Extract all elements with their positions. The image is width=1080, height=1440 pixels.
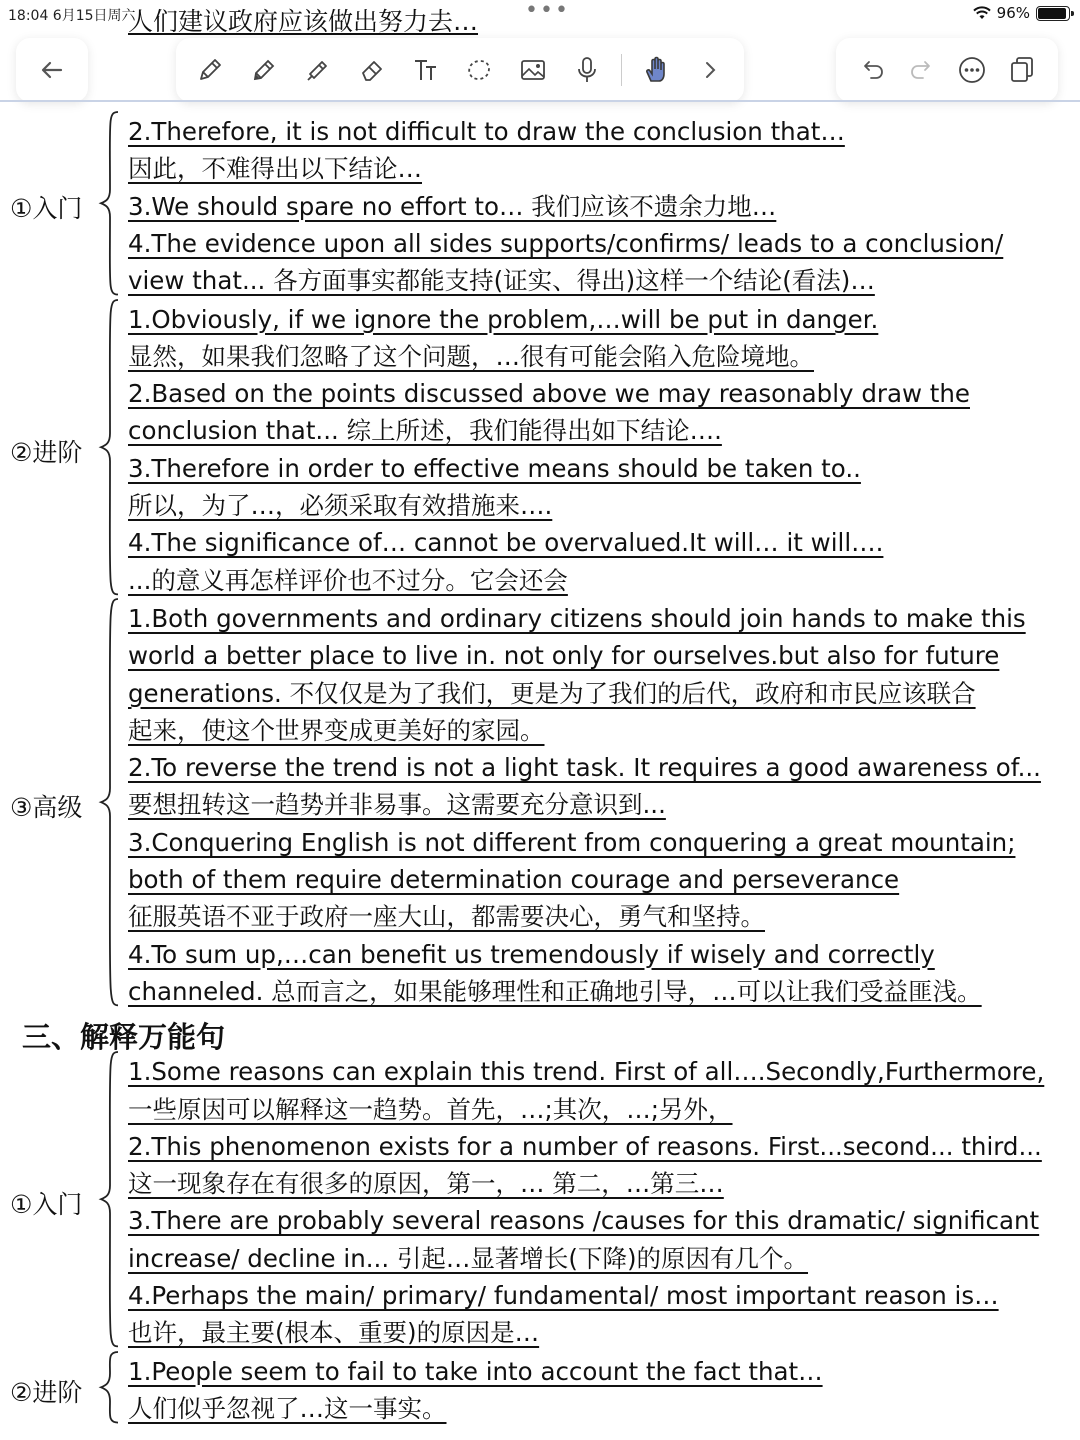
toolbar-divider-line [0, 100, 1080, 102]
note-line: 因此，不难得出以下结论… [128, 154, 422, 184]
pencil-tool-button[interactable] [244, 50, 284, 90]
redo-button[interactable] [902, 50, 942, 90]
note-line: 2.Based on the points discussed above we may reasonably draw the [128, 379, 970, 409]
note-line: 2.To reverse the trend is not a light task. It requires a good awareness of... [128, 753, 1041, 783]
note-line: 征服英语不亚于政府一座大山，都需要决心，勇气和坚持。 [128, 902, 765, 932]
more-dots-icon[interactable]: ••• [525, 0, 570, 23]
wifi-icon [973, 6, 991, 20]
note-line: 4.The evidence upon all sides supports/confirms/ leads to a conclusion/ [128, 228, 1004, 258]
note-line: both of them require determination courage and perseverance [128, 865, 900, 894]
lasso-icon [464, 55, 494, 85]
brace-mark [98, 597, 120, 1011]
note-line: generations. 不仅仅是为了我们，更是为了我们的后代，政府和市民应该联合 [128, 678, 976, 708]
touch-mode-button[interactable] [636, 50, 676, 90]
pages-icon [1007, 55, 1037, 85]
note-line: view that... 各方面事实都能支持(证实、得出)这样一个结论(看法)… [128, 266, 875, 296]
pen-icon [195, 55, 225, 85]
section-label: ②进阶 [10, 437, 83, 467]
note-line: 2.This phenomenon exists for a number of reasons. First...second... third... [128, 1131, 1042, 1161]
highlighter-icon [303, 55, 333, 85]
note-line: 3.We should spare no effort to… 我们应该不遗余力地… [128, 191, 777, 221]
brace-mark [98, 1050, 120, 1352]
note-line: 一些原因可以解释这一趋势。首先，…;其次，…;另外， [128, 1094, 733, 1124]
note-line: 1.Some reasons can explain this trend. First of all….Secondly,Furthermore, [128, 1057, 1045, 1087]
image-icon [518, 55, 548, 85]
image-tool-button[interactable] [513, 50, 553, 90]
brace-mark [98, 1350, 120, 1429]
status-bar [0, 0, 1080, 36]
text-icon [411, 55, 441, 85]
note-line: conclusion that... 综上所述，我们能得出如下结论…. [128, 416, 722, 446]
status-time-date: 18:04 6月15日周六 [8, 8, 136, 24]
note-line: world a better place to live in. not only for ourselves.but also for future [128, 641, 1000, 671]
more-options-button[interactable] [952, 50, 992, 90]
section-label: ③高级 [10, 793, 83, 823]
more-tools-button[interactable] [690, 50, 730, 90]
more-icon [957, 55, 987, 85]
note-line: channeled. 总而言之，如果能够理性和正确地引导，…可以让我们受益匪浅。 [128, 976, 982, 1006]
note-line: 4.Perhaps the main/ primary/ fundamental/ most important reason is… [128, 1281, 999, 1310]
pages-button[interactable] [1002, 50, 1042, 90]
back-button[interactable] [16, 38, 88, 102]
section-label: ①入门 [10, 194, 83, 224]
hand-touch-icon [641, 55, 671, 85]
note-line: 4.The significance of… cannot be overvalued.It will… it will…. [128, 528, 884, 558]
battery-icon [1036, 6, 1070, 21]
note-line: 3.Conquering English is not different from conquering a great mountain; [128, 827, 1016, 857]
text-tool-button[interactable] [406, 50, 446, 90]
voice-record-button[interactable] [567, 50, 607, 90]
note-line: 显然，如果我们忽略了这个问题，…很有可能会陷入危险境地。 [128, 341, 814, 371]
eraser-icon [357, 55, 387, 85]
redo-icon [907, 55, 937, 85]
section-heading: 三、解释万能句 [22, 1020, 226, 1055]
highlighter-tool-button[interactable] [298, 50, 338, 90]
note-line: 要想扭转这一趋势并非易事。这需要充分意识到... [128, 790, 666, 820]
undo-button[interactable] [852, 50, 892, 90]
document-actions-bar [836, 38, 1058, 102]
lasso-tool-button[interactable] [459, 50, 499, 90]
note-line: 3.There are probably several reasons /causes for this dramatic/ significant [128, 1206, 1040, 1236]
drawing-tools-bar [176, 38, 744, 102]
note-line: 人们似乎忽视了…这一事实。 [128, 1393, 447, 1423]
note-line: 4.To sum up,…can benefit us tremendously if wisely and correctly [128, 939, 935, 969]
note-line: 1.Obviously, if we ignore the problem,…will be put in danger. [128, 304, 879, 334]
pencil-icon [249, 55, 279, 85]
note-line: 1.People seem to fail to take into account the fact that… [128, 1356, 823, 1386]
brace-mark [98, 298, 120, 600]
pen-tool-button[interactable] [190, 50, 230, 90]
microphone-icon [572, 55, 602, 85]
note-line: 1.Both governments and ordinary citizens should join hands to make this [128, 603, 1026, 633]
eraser-tool-button[interactable] [352, 50, 392, 90]
note-line: 这一现象存在有很多的原因，第一，… 第二，…第三… [128, 1169, 724, 1199]
note-line: ...的意义再怎样评价也不过分。它会还会 [128, 565, 568, 595]
brace-mark [98, 110, 120, 301]
section-label: ①入门 [10, 1190, 83, 1220]
toolbar-divider [621, 54, 622, 86]
battery-percent: 96% [996, 4, 1030, 22]
note-line: 所以，为了…，必须采取有效措施来…. [128, 491, 553, 520]
note-line: increase/ decline in... 引起…显著增长(下降)的原因有几个。 [128, 1243, 809, 1273]
note-line: 也许，最主要(根本、重要)的原因是… [128, 1318, 540, 1348]
note-line: 2.Therefore, it is not difficult to draw the conclusion that… [128, 117, 845, 146]
scrolled-line-peek: 人们建议政府应该做出努力去… [128, 7, 479, 36]
section-label: ②进阶 [10, 1377, 83, 1407]
note-line: 3.Therefore in order to effective means should be taken to.. [128, 453, 861, 483]
arrow-left-icon [37, 55, 67, 85]
note-line: 起来，使这个世界变成更美好的家园。 [128, 715, 545, 745]
undo-icon [857, 55, 887, 85]
chevron-right-icon [695, 55, 725, 85]
